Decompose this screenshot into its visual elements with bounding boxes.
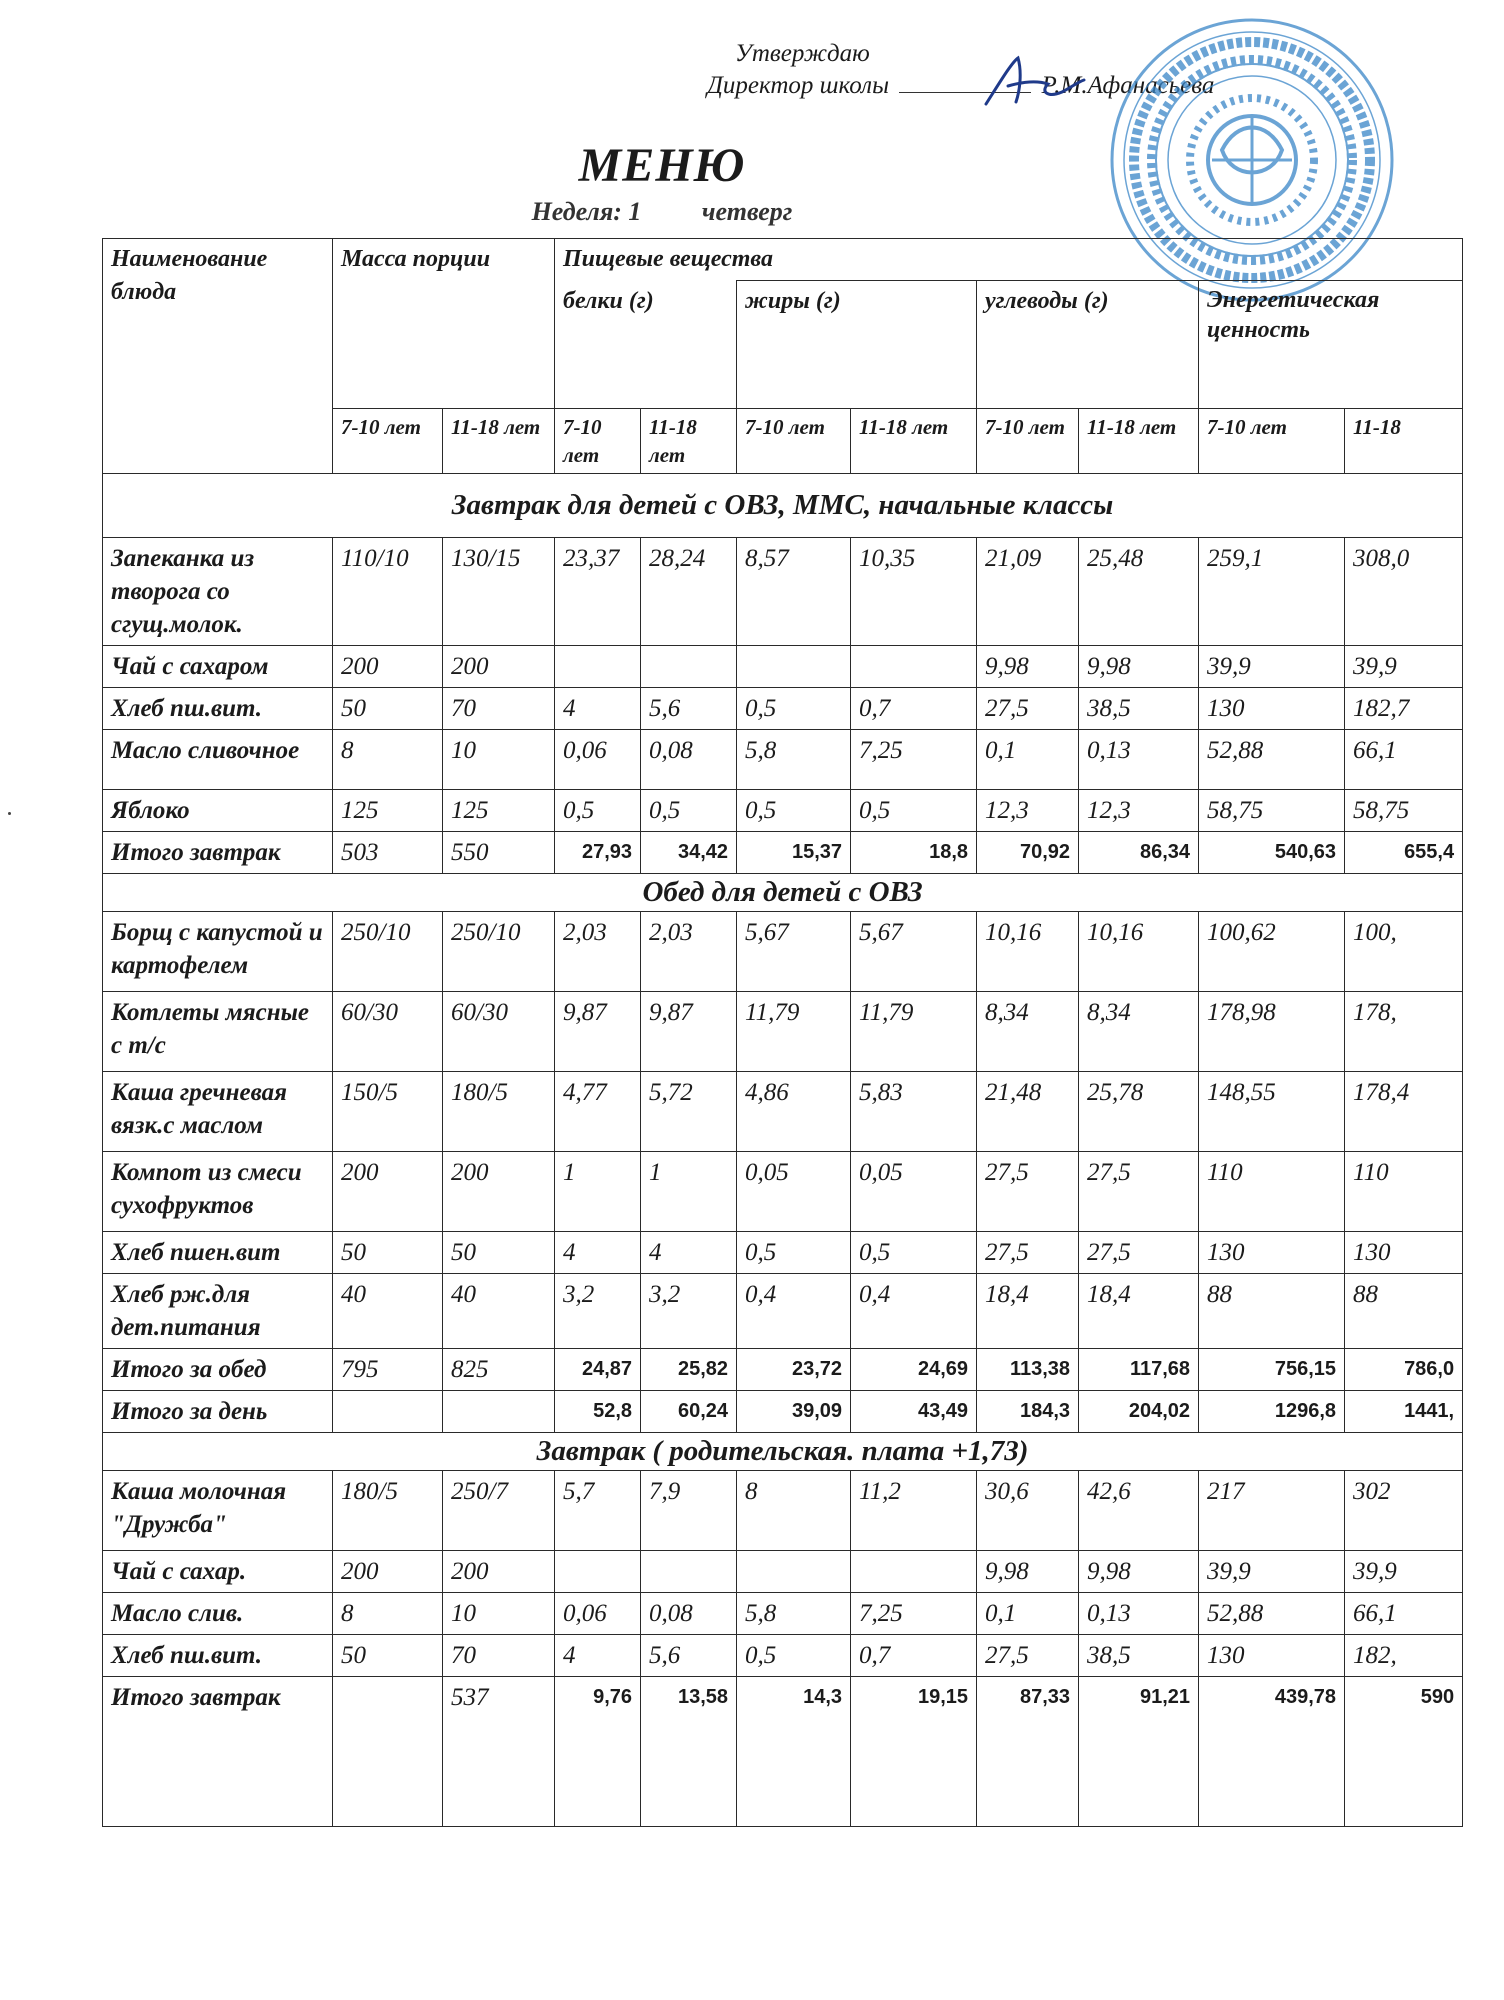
value-cell: 250/10	[333, 912, 443, 992]
value-cell: 10	[443, 730, 555, 790]
value-cell: 43,49	[851, 1391, 977, 1433]
value-cell: 250/10	[443, 912, 555, 992]
value-cell: 0,13	[1079, 730, 1199, 790]
value-cell: 0,5	[737, 1635, 851, 1677]
header-protein: белки (г)	[555, 281, 737, 409]
value-cell: 21,09	[977, 538, 1079, 646]
dish-name: Чай с сахар.	[103, 1551, 333, 1593]
value-cell: 14,3	[737, 1677, 851, 1827]
value-cell: 200	[443, 1152, 555, 1232]
dish-name: Хлеб рж.для дет.питания	[103, 1274, 333, 1349]
value-cell	[443, 1391, 555, 1433]
value-cell: 88	[1199, 1274, 1345, 1349]
value-cell: 52,8	[555, 1391, 641, 1433]
value-cell: 217	[1199, 1471, 1345, 1551]
value-cell: 10,16	[1079, 912, 1199, 992]
value-cell: 66,1	[1345, 730, 1463, 790]
age-group-header: 7-10 лет	[333, 409, 443, 474]
value-cell: 8,34	[977, 992, 1079, 1072]
value-cell: 0,06	[555, 1593, 641, 1635]
table-row	[103, 646, 1463, 688]
value-cell: 259,1	[1199, 538, 1345, 646]
value-cell: 39,9	[1345, 1551, 1463, 1593]
value-cell: 113,38	[977, 1349, 1079, 1391]
age-group-header: 7-10 лет	[555, 409, 641, 474]
value-cell: 39,9	[1199, 1551, 1345, 1593]
value-cell: 0,5	[737, 688, 851, 730]
value-cell: 0,1	[977, 730, 1079, 790]
director-name: Р.М.Афанасьева	[1041, 72, 1215, 99]
value-cell: 130	[1199, 1232, 1345, 1274]
table-row	[103, 688, 1463, 730]
dish-name: Компот из смеси сухофруктов	[103, 1152, 333, 1232]
value-cell: 12,3	[1079, 790, 1199, 832]
value-cell: 182,	[1345, 1635, 1463, 1677]
dish-name: Яблоко	[103, 790, 333, 832]
value-cell: 125	[443, 790, 555, 832]
value-cell: 2,03	[641, 912, 737, 992]
value-cell: 11,79	[851, 992, 977, 1072]
value-cell	[641, 1551, 737, 1593]
value-cell: 4,86	[737, 1072, 851, 1152]
value-cell: 0,5	[641, 790, 737, 832]
value-cell: 11,79	[737, 992, 851, 1072]
value-cell: 60/30	[443, 992, 555, 1072]
value-cell: 184,3	[977, 1391, 1079, 1433]
value-cell: 9,98	[1079, 646, 1199, 688]
director-title: Директор школы	[707, 72, 889, 99]
dish-name: Запеканка из творога со сгущ.молок.	[103, 538, 333, 646]
value-cell: 795	[333, 1349, 443, 1391]
value-cell: 52,88	[1199, 730, 1345, 790]
value-cell: 5,6	[641, 688, 737, 730]
table-row	[103, 1635, 1463, 1677]
menu-table	[102, 238, 1463, 1827]
approval-line: Утверждаю	[735, 40, 870, 67]
section-title: Завтрак для детей с ОВЗ, ММС, начальные классы	[103, 474, 1463, 538]
value-cell: 18,8	[851, 832, 977, 874]
value-cell: 50	[333, 688, 443, 730]
total-row	[103, 832, 1463, 874]
value-cell: 0,5	[737, 1232, 851, 1274]
value-cell: 0,7	[851, 688, 977, 730]
value-cell: 50	[443, 1232, 555, 1274]
value-cell: 756,15	[1199, 1349, 1345, 1391]
value-cell: 178,	[1345, 992, 1463, 1072]
value-cell: 1296,8	[1199, 1391, 1345, 1433]
dish-name: Борщ с капустой и картофелем	[103, 912, 333, 992]
value-cell: 302	[1345, 1471, 1463, 1551]
value-cell: 27,5	[977, 688, 1079, 730]
value-cell: 39,9	[1345, 646, 1463, 688]
dish-name: Котлеты мясные с т/с	[103, 992, 333, 1072]
value-cell: 27,5	[1079, 1152, 1199, 1232]
value-cell: 27,5	[977, 1232, 1079, 1274]
table-row	[103, 992, 1463, 1072]
value-cell: 11,2	[851, 1471, 977, 1551]
value-cell: 0,1	[977, 1593, 1079, 1635]
table-row	[103, 1274, 1463, 1349]
value-cell	[851, 1551, 977, 1593]
table-row	[103, 1152, 1463, 1232]
value-cell: 58,75	[1345, 790, 1463, 832]
value-cell: 0,5	[851, 1232, 977, 1274]
value-cell: 25,82	[641, 1349, 737, 1391]
value-cell: 182,7	[1345, 688, 1463, 730]
value-cell: 18,4	[977, 1274, 1079, 1349]
value-cell: 0,4	[737, 1274, 851, 1349]
value-cell: 0,05	[737, 1152, 851, 1232]
header-portion: Масса порции	[333, 239, 555, 409]
section-title: Обед для детей с ОВЗ	[103, 874, 1463, 912]
value-cell: 8	[333, 1593, 443, 1635]
value-cell: 9,98	[977, 646, 1079, 688]
header-fat: жиры (г)	[737, 281, 977, 409]
scan-speck	[8, 812, 11, 815]
value-cell: 66,1	[1345, 1593, 1463, 1635]
dish-name: Итого за день	[103, 1391, 333, 1433]
value-cell: 4	[555, 688, 641, 730]
total-row	[103, 1677, 1463, 1827]
value-cell: 117,68	[1079, 1349, 1199, 1391]
value-cell: 0,06	[555, 730, 641, 790]
value-cell: 40	[333, 1274, 443, 1349]
age-group-header: 7-10 лет	[1199, 409, 1345, 474]
value-cell: 8	[737, 1471, 851, 1551]
value-cell: 5,72	[641, 1072, 737, 1152]
value-cell: 0,5	[851, 790, 977, 832]
value-cell: 19,15	[851, 1677, 977, 1827]
value-cell: 12,3	[977, 790, 1079, 832]
value-cell: 130	[1345, 1232, 1463, 1274]
value-cell: 60/30	[333, 992, 443, 1072]
value-cell: 8,34	[1079, 992, 1199, 1072]
value-cell: 28,24	[641, 538, 737, 646]
value-cell: 9,98	[977, 1551, 1079, 1593]
value-cell: 13,58	[641, 1677, 737, 1827]
value-cell: 439,78	[1199, 1677, 1345, 1827]
value-cell: 178,4	[1345, 1072, 1463, 1152]
table-row	[103, 1471, 1463, 1551]
header-energy: Энергетическая ценность	[1199, 281, 1463, 409]
value-cell: 70,92	[977, 832, 1079, 874]
value-cell: 110/10	[333, 538, 443, 646]
table-row	[103, 1551, 1463, 1593]
dish-name: Масло слив.	[103, 1593, 333, 1635]
value-cell: 100,62	[1199, 912, 1345, 992]
value-cell: 125	[333, 790, 443, 832]
value-cell: 60,24	[641, 1391, 737, 1433]
value-cell: 5,7	[555, 1471, 641, 1551]
value-cell: 825	[443, 1349, 555, 1391]
age-group-header: 11-18 лет	[1079, 409, 1199, 474]
value-cell: 15,37	[737, 832, 851, 874]
value-cell: 9,76	[555, 1677, 641, 1827]
value-cell: 1441,	[1345, 1391, 1463, 1433]
value-cell: 4	[641, 1232, 737, 1274]
value-cell: 5,67	[851, 912, 977, 992]
value-cell: 0,5	[555, 790, 641, 832]
value-cell: 0,7	[851, 1635, 977, 1677]
value-cell: 52,88	[1199, 1593, 1345, 1635]
value-cell: 23,72	[737, 1349, 851, 1391]
value-cell	[851, 646, 977, 688]
value-cell: 38,5	[1079, 688, 1199, 730]
value-cell: 38,5	[1079, 1635, 1199, 1677]
value-cell: 786,0	[1345, 1349, 1463, 1391]
value-cell: 27,5	[977, 1152, 1079, 1232]
signature-icon	[978, 52, 1088, 112]
table-row	[103, 1072, 1463, 1152]
value-cell: 1	[641, 1152, 737, 1232]
value-cell: 86,34	[1079, 832, 1199, 874]
value-cell: 21,48	[977, 1072, 1079, 1152]
value-cell: 180/5	[443, 1072, 555, 1152]
value-cell: 0,4	[851, 1274, 977, 1349]
value-cell: 0,08	[641, 730, 737, 790]
value-cell: 7,25	[851, 730, 977, 790]
value-cell: 91,21	[1079, 1677, 1199, 1827]
value-cell: 178,98	[1199, 992, 1345, 1072]
value-cell: 10,35	[851, 538, 977, 646]
value-cell: 655,4	[1345, 832, 1463, 874]
age-group-header: 11-18 лет	[443, 409, 555, 474]
value-cell: 100,	[1345, 912, 1463, 992]
total-row	[103, 1391, 1463, 1433]
dish-name: Итого завтрак	[103, 832, 333, 874]
value-cell: 537	[443, 1677, 555, 1827]
value-cell: 200	[333, 1152, 443, 1232]
value-cell: 3,2	[555, 1274, 641, 1349]
value-cell: 540,63	[1199, 832, 1345, 874]
value-cell: 200	[333, 1551, 443, 1593]
value-cell: 7,9	[641, 1471, 737, 1551]
value-cell: 70	[443, 1635, 555, 1677]
age-group-header: 7-10 лет	[737, 409, 851, 474]
value-cell: 23,37	[555, 538, 641, 646]
table-row	[103, 1232, 1463, 1274]
value-cell: 30,6	[977, 1471, 1079, 1551]
dish-name: Хлеб пш.вит.	[103, 688, 333, 730]
value-cell: 0,5	[737, 790, 851, 832]
dish-name: Чай с сахаром	[103, 646, 333, 688]
value-cell: 87,33	[977, 1677, 1079, 1827]
value-cell: 130	[1199, 1635, 1345, 1677]
value-cell: 9,87	[641, 992, 737, 1072]
value-cell: 4	[555, 1232, 641, 1274]
value-cell: 200	[443, 1551, 555, 1593]
value-cell	[641, 646, 737, 688]
dish-name: Масло сливочное	[103, 730, 333, 790]
value-cell: 550	[443, 832, 555, 874]
dish-name: Итого за обед	[103, 1349, 333, 1391]
day-label: четверг	[701, 197, 793, 226]
value-cell: 130/15	[443, 538, 555, 646]
value-cell: 5,83	[851, 1072, 977, 1152]
value-cell: 9,87	[555, 992, 641, 1072]
value-cell: 5,67	[737, 912, 851, 992]
table-row	[103, 730, 1463, 790]
total-row	[103, 1349, 1463, 1391]
header-dish: Наименование блюда	[103, 239, 333, 474]
value-cell: 8,57	[737, 538, 851, 646]
dish-name: Хлеб пшен.вит	[103, 1232, 333, 1274]
value-cell: 9,98	[1079, 1551, 1199, 1593]
value-cell: 24,87	[555, 1349, 641, 1391]
value-cell: 200	[443, 646, 555, 688]
value-cell	[555, 646, 641, 688]
value-cell: 0,13	[1079, 1593, 1199, 1635]
table-row	[103, 1593, 1463, 1635]
value-cell: 8	[333, 730, 443, 790]
age-group-header: 11-18	[1345, 409, 1463, 474]
value-cell: 0,05	[851, 1152, 977, 1232]
value-cell: 308,0	[1345, 538, 1463, 646]
value-cell	[333, 1391, 443, 1433]
value-cell: 110	[1199, 1152, 1345, 1232]
age-group-header: 11-18 лет	[641, 409, 737, 474]
value-cell	[555, 1551, 641, 1593]
value-cell: 5,6	[641, 1635, 737, 1677]
value-cell: 50	[333, 1232, 443, 1274]
value-cell: 3,2	[641, 1274, 737, 1349]
value-cell: 10	[443, 1593, 555, 1635]
header-nutrients: Пищевые вещества	[555, 239, 1463, 281]
value-cell	[737, 1551, 851, 1593]
value-cell: 1	[555, 1152, 641, 1232]
value-cell: 204,02	[1079, 1391, 1199, 1433]
value-cell: 70	[443, 688, 555, 730]
value-cell: 27,93	[555, 832, 641, 874]
header-carbs: углеводы (г)	[977, 281, 1199, 409]
dish-name: Каша молочная "Дружба"	[103, 1471, 333, 1551]
value-cell: 180/5	[333, 1471, 443, 1551]
value-cell: 4	[555, 1635, 641, 1677]
dish-name: Итого завтрак	[103, 1677, 333, 1827]
value-cell: 24,69	[851, 1349, 977, 1391]
value-cell: 130	[1199, 688, 1345, 730]
dish-name: Каша гречневая вязк.с маслом	[103, 1072, 333, 1152]
value-cell: 25,48	[1079, 538, 1199, 646]
value-cell: 34,42	[641, 832, 737, 874]
value-cell: 2,03	[555, 912, 641, 992]
value-cell: 148,55	[1199, 1072, 1345, 1152]
value-cell	[333, 1677, 443, 1827]
value-cell: 5,8	[737, 1593, 851, 1635]
value-cell: 150/5	[333, 1072, 443, 1152]
value-cell: 42,6	[1079, 1471, 1199, 1551]
value-cell: 58,75	[1199, 790, 1345, 832]
table-row	[103, 538, 1463, 646]
age-group-header: 7-10 лет	[977, 409, 1079, 474]
value-cell: 27,5	[977, 1635, 1079, 1677]
page-title: МЕНЮ	[578, 139, 746, 192]
value-cell: 4,77	[555, 1072, 641, 1152]
value-cell: 50	[333, 1635, 443, 1677]
value-cell: 88	[1345, 1274, 1463, 1349]
section-title: Завтрак ( родительская. плата +1,73)	[103, 1433, 1463, 1471]
value-cell: 503	[333, 832, 443, 874]
value-cell: 110	[1345, 1152, 1463, 1232]
value-cell: 39,09	[737, 1391, 851, 1433]
table-row	[103, 912, 1463, 992]
value-cell: 590	[1345, 1677, 1463, 1827]
value-cell: 200	[333, 646, 443, 688]
age-group-header: 11-18 лет	[851, 409, 977, 474]
value-cell: 5,8	[737, 730, 851, 790]
value-cell: 18,4	[1079, 1274, 1199, 1349]
week-label: Неделя: 1	[531, 197, 642, 226]
value-cell: 39,9	[1199, 646, 1345, 688]
value-cell: 250/7	[443, 1471, 555, 1551]
dish-name: Хлеб пш.вит.	[103, 1635, 333, 1677]
value-cell: 10,16	[977, 912, 1079, 992]
value-cell	[737, 646, 851, 688]
value-cell: 0,08	[641, 1593, 737, 1635]
value-cell: 25,78	[1079, 1072, 1199, 1152]
value-cell: 7,25	[851, 1593, 977, 1635]
value-cell: 40	[443, 1274, 555, 1349]
table-row	[103, 790, 1463, 832]
value-cell: 27,5	[1079, 1232, 1199, 1274]
